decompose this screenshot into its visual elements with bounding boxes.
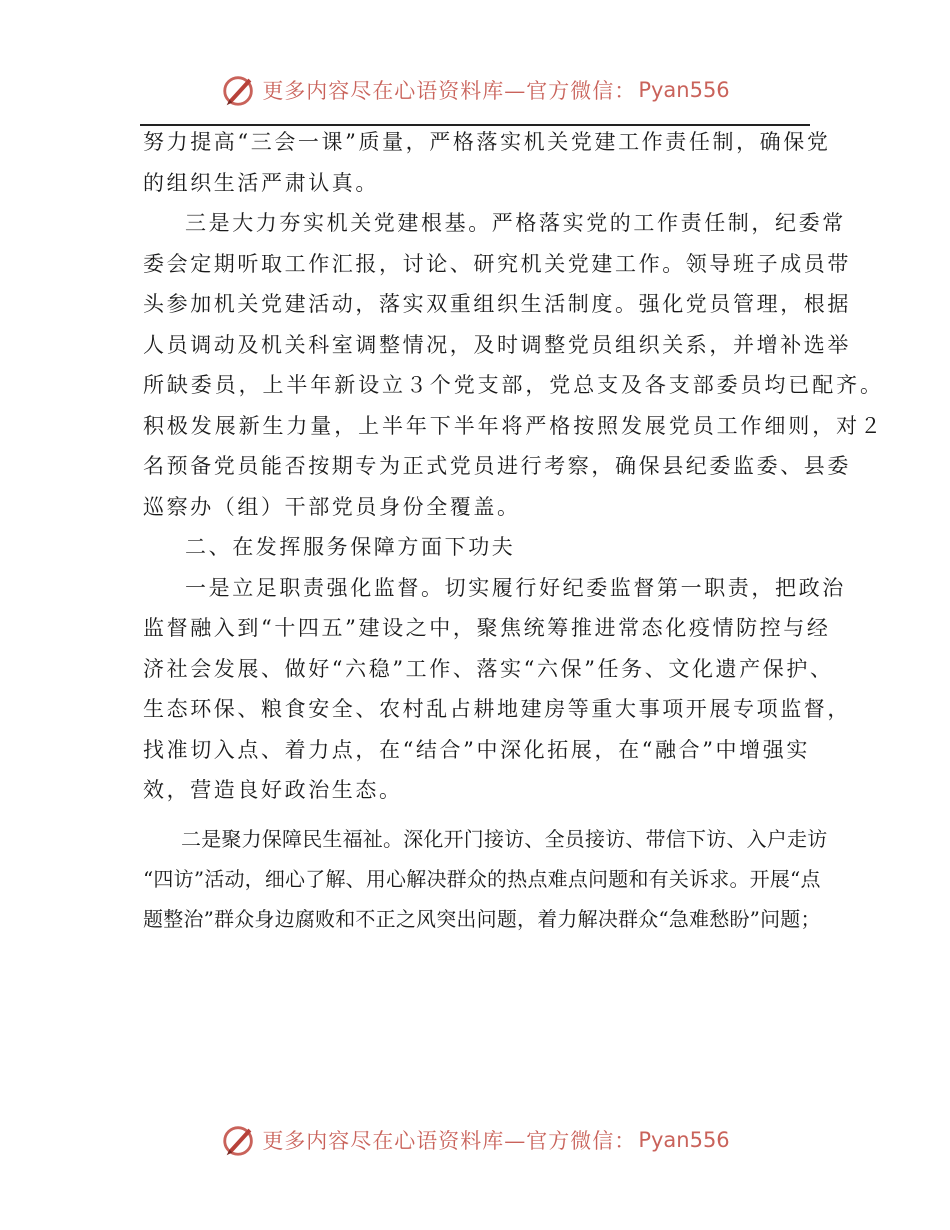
pen-logo-icon: [220, 71, 258, 109]
text-line: 效，营造良好政治生态。: [143, 778, 403, 802]
watermark-text: 更多内容尽在心语资料库—官方微信：: [262, 79, 637, 103]
text-line: 头参加机关党建活动，落实双重组织生活制度。强化党员管理，根据: [143, 292, 851, 316]
header-watermark: [0, 70, 950, 110]
text-line: 找准切入点、着力点，在“结合”中深化拓展，在“融合”中增强实: [143, 737, 810, 762]
watermark-text: 更多内容尽在心语资料库—官方微信：: [262, 1129, 637, 1153]
text-line: 济社会发展、做好“六稳”工作、落实“六保”任务、文化遗产保护、: [143, 656, 834, 681]
text-line: 的组织生活严肃认真。: [143, 170, 379, 195]
text-line: 委会定期听取工作汇报，讨论、研究机关党建工作。领导班子成员带: [143, 251, 851, 276]
text-line: 监督融入到“十四五”建设之中，聚焦统筹推进常态化疫情防控与经: [143, 616, 831, 640]
text-line: 巡察办（组）干部党员身份全覆盖。: [143, 494, 521, 519]
wechat-id: Pyan556: [638, 1128, 730, 1152]
text-line: 所缺委员，上半年新设立３个党支部，党总支及各支部委员均已配齐。: [143, 373, 884, 397]
pen-logo-icon: [220, 1121, 258, 1159]
paragraph-start: 一是立足职责强化监督。切实履行好纪委监督第一职责，把政治: [185, 575, 846, 600]
paragraph-start: 三是大力夯实机关党建根基。严格落实党的工作责任制，纪委常: [185, 211, 846, 235]
text-line: 积极发展新生力量，上半年下半年将严格按照发展党员工作细则，对２: [143, 413, 884, 438]
paragraph-start: 二是聚力保障民生福祉。深化开门接访、全员接访、带信下访、入户走访: [181, 826, 828, 851]
section-heading: 二、在发挥服务保障方面下功夫: [185, 535, 516, 559]
text-line: 题整治”群众身边腐败和不正之风突出问题，着力解决群众“急难愁盼”问题；: [143, 906, 821, 931]
text-line: “四访”活动，细心了解、用心解决群众的热点难点问题和有关诉求。开展“点: [143, 866, 821, 891]
footer-watermark: [0, 1120, 950, 1160]
document-body: [143, 122, 884, 939]
wechat-id: Pyan556: [638, 78, 730, 102]
text-line: 人员调动及机关科室调整情况，及时调整党员组织关系，并增补选举: [143, 332, 851, 357]
text-line: 努力提高“三会一课”质量，严格落实机关党建工作责任制，确保党: [143, 130, 831, 154]
text-line: 生态环保、粮食安全、农村乱占耕地建房等重大事项开展专项监督，: [143, 697, 851, 721]
text-line: 名预备党员能否按期专为正式党员进行考察，确保县纪委监委、县委: [143, 454, 851, 478]
